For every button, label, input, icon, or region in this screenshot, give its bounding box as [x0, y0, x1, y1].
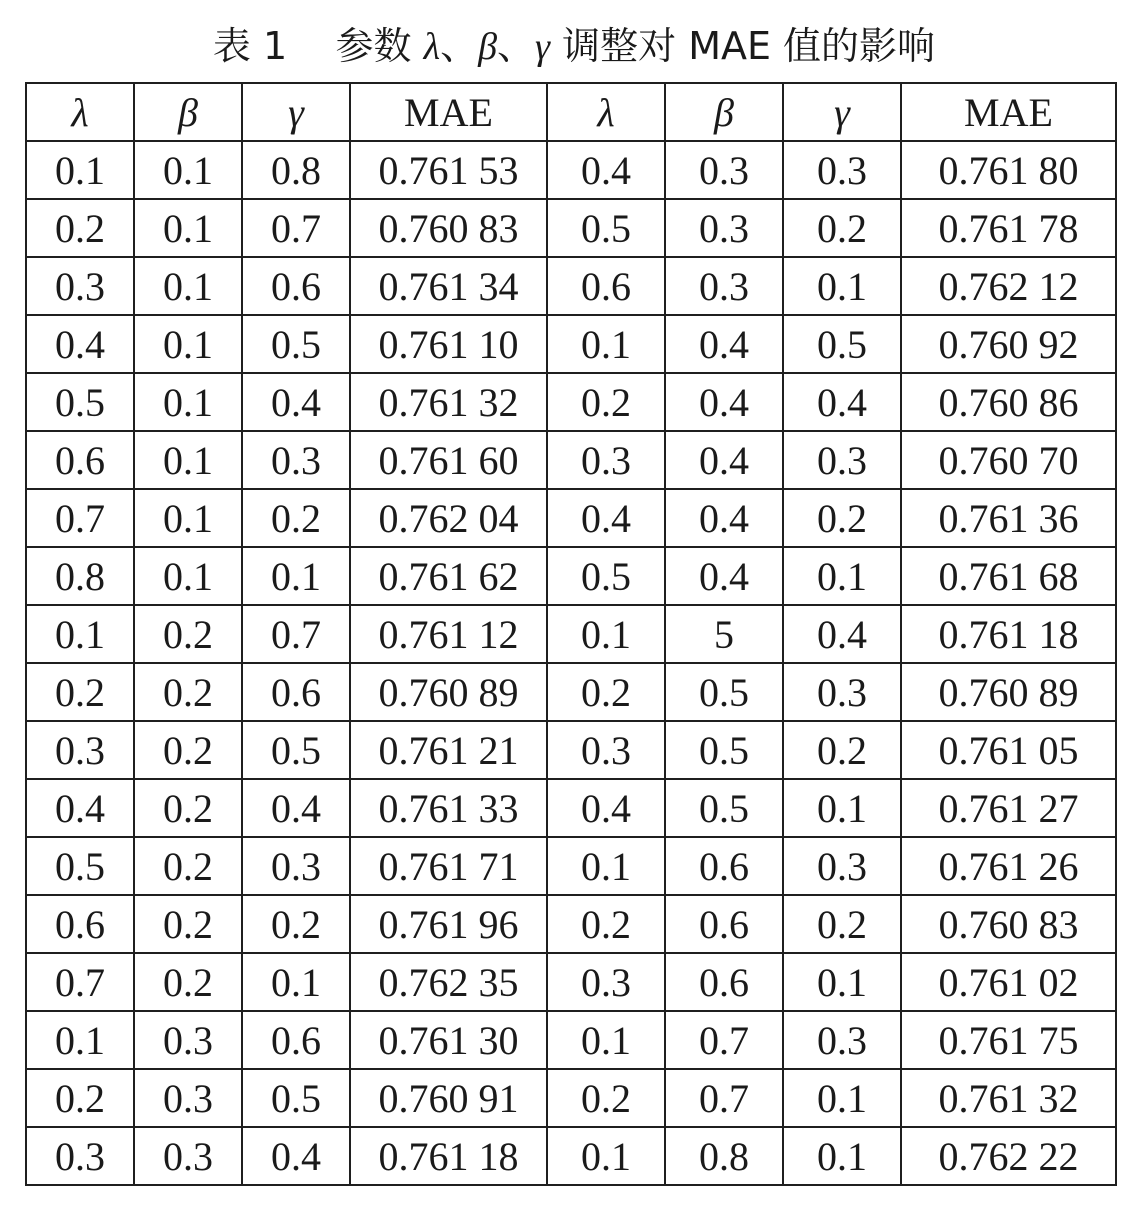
mae-cell: 0.761 33	[350, 779, 547, 837]
gamma-cell: 0.2	[783, 895, 901, 953]
beta-cell: 0.2	[134, 663, 242, 721]
mae-cell: 0.761 26	[901, 837, 1116, 895]
mae-cell: 0.761 78	[901, 199, 1116, 257]
gamma-cell: 0.1	[783, 779, 901, 837]
mae-cell: 0.761 71	[350, 837, 547, 895]
caption-lambda: λ	[423, 26, 441, 68]
mae-cell: 0.760 83	[350, 199, 547, 257]
gamma-cell: 0.2	[783, 721, 901, 779]
lambda-cell: 0.2	[547, 1069, 665, 1127]
lambda-cell: 0.1	[547, 315, 665, 373]
lambda-cell: 0.5	[26, 837, 134, 895]
header-mae: MAE	[901, 83, 1116, 141]
lambda-cell: 0.6	[26, 895, 134, 953]
header-beta: β	[134, 83, 242, 141]
beta-cell: 0.1	[134, 489, 242, 547]
beta-cell: 0.3	[665, 141, 783, 199]
gamma-cell: 0.7	[242, 199, 350, 257]
gamma-cell: 0.1	[783, 953, 901, 1011]
gamma-cell: 0.6	[242, 663, 350, 721]
lambda-cell: 0.3	[547, 431, 665, 489]
mae-cell: 0.760 83	[901, 895, 1116, 953]
beta-cell: 0.6	[665, 837, 783, 895]
lambda-cell: 0.7	[26, 953, 134, 1011]
caption-gamma: γ	[535, 26, 551, 68]
beta-cell: 0.4	[665, 547, 783, 605]
gamma-cell: 0.1	[783, 257, 901, 315]
mae-cell: 0.760 70	[901, 431, 1116, 489]
gamma-cell: 0.3	[783, 1011, 901, 1069]
lambda-cell: 0.1	[26, 141, 134, 199]
lambda-cell: 0.4	[547, 489, 665, 547]
gamma-cell: 0.1	[783, 547, 901, 605]
lambda-cell: 0.8	[26, 547, 134, 605]
gamma-cell: 0.2	[783, 199, 901, 257]
gamma-cell: 0.5	[242, 1069, 350, 1127]
table-row	[26, 837, 1116, 895]
lambda-cell: 0.5	[547, 199, 665, 257]
lambda-cell: 0.3	[547, 721, 665, 779]
beta-cell: 0.2	[134, 895, 242, 953]
mae-cell: 0.761 53	[350, 141, 547, 199]
gamma-cell: 0.2	[242, 895, 350, 953]
mae-cell: 0.761 21	[350, 721, 547, 779]
mae-cell: 0.761 62	[350, 547, 547, 605]
beta-cell: 0.3	[665, 257, 783, 315]
gamma-cell: 0.4	[242, 373, 350, 431]
gamma-cell: 0.4	[783, 373, 901, 431]
mae-cell: 0.761 18	[350, 1127, 547, 1185]
beta-cell: 0.2	[134, 837, 242, 895]
gamma-cell: 0.7	[242, 605, 350, 663]
beta-cell: 0.4	[665, 489, 783, 547]
beta-cell: 0.5	[665, 663, 783, 721]
table-row	[26, 663, 1116, 721]
gamma-cell: 0.5	[783, 315, 901, 373]
beta-cell: 0.1	[134, 373, 242, 431]
table-row	[26, 141, 1116, 199]
header-beta: β	[665, 83, 783, 141]
caption-separator: 、	[497, 24, 536, 68]
header-gamma: γ	[783, 83, 901, 141]
beta-cell: 0.2	[134, 779, 242, 837]
table-header	[26, 83, 1116, 141]
caption-beta: β	[478, 26, 498, 68]
mae-cell: 0.761 96	[350, 895, 547, 953]
gamma-cell: 0.3	[783, 431, 901, 489]
header-gamma: γ	[242, 83, 350, 141]
table-row	[26, 547, 1116, 605]
mae-cell: 0.760 91	[350, 1069, 547, 1127]
lambda-cell: 0.6	[547, 257, 665, 315]
gamma-cell: 0.6	[242, 257, 350, 315]
lambda-cell: 0.2	[26, 663, 134, 721]
table-row	[26, 779, 1116, 837]
header-row	[26, 83, 1116, 141]
lambda-cell: 0.1	[547, 1127, 665, 1185]
mae-cell: 0.761 12	[350, 605, 547, 663]
mae-cell: 0.761 32	[350, 373, 547, 431]
beta-cell: 0.2	[134, 953, 242, 1011]
mae-cell: 0.760 89	[901, 663, 1116, 721]
mae-cell: 0.761 34	[350, 257, 547, 315]
beta-cell: 0.3	[665, 199, 783, 257]
mae-cell: 0.761 05	[901, 721, 1116, 779]
mae-cell: 0.761 75	[901, 1011, 1116, 1069]
table-row	[26, 605, 1116, 663]
table-row	[26, 953, 1116, 1011]
table-row	[26, 895, 1116, 953]
header-mae: MAE	[350, 83, 547, 141]
beta-cell: 0.4	[665, 315, 783, 373]
mae-cell: 0.762 35	[350, 953, 547, 1011]
table-row	[26, 721, 1116, 779]
beta-cell: 0.2	[134, 605, 242, 663]
gamma-cell: 0.1	[242, 953, 350, 1011]
lambda-cell: 0.5	[547, 547, 665, 605]
beta-cell: 0.3	[134, 1011, 242, 1069]
beta-cell: 0.5	[665, 779, 783, 837]
beta-cell: 0.1	[134, 257, 242, 315]
mae-cell: 0.761 80	[901, 141, 1116, 199]
gamma-cell: 0.1	[242, 547, 350, 605]
gamma-cell: 0.4	[783, 605, 901, 663]
gamma-cell: 0.3	[242, 837, 350, 895]
gamma-cell: 0.6	[242, 1011, 350, 1069]
header-lambda: λ	[547, 83, 665, 141]
lambda-cell: 0.4	[26, 779, 134, 837]
beta-cell: 0.1	[134, 141, 242, 199]
beta-cell: 0.1	[134, 199, 242, 257]
gamma-cell: 0.2	[783, 489, 901, 547]
mae-cell: 0.762 22	[901, 1127, 1116, 1185]
lambda-cell: 0.3	[26, 1127, 134, 1185]
table-row	[26, 257, 1116, 315]
table-row	[26, 373, 1116, 431]
lambda-cell: 0.4	[547, 141, 665, 199]
table-row	[26, 431, 1116, 489]
table-body	[26, 141, 1116, 1185]
beta-cell: 0.1	[134, 315, 242, 373]
gamma-cell: 0.3	[783, 663, 901, 721]
beta-cell: 0.7	[665, 1069, 783, 1127]
caption-prefix: 参数	[335, 24, 424, 68]
lambda-cell: 0.3	[26, 257, 134, 315]
lambda-cell: 0.2	[547, 895, 665, 953]
mae-cell: 0.762 04	[350, 489, 547, 547]
caption-suffix: 调整对 MAE 值的影响	[550, 24, 936, 68]
mae-cell: 0.761 30	[350, 1011, 547, 1069]
table-row	[26, 1127, 1116, 1185]
beta-cell: 5	[665, 605, 783, 663]
caption-label: 表 1	[212, 24, 288, 68]
lambda-cell: 0.1	[547, 605, 665, 663]
table-row	[26, 315, 1116, 373]
gamma-cell: 0.2	[242, 489, 350, 547]
gamma-cell: 0.1	[783, 1127, 901, 1185]
mae-cell: 0.761 02	[901, 953, 1116, 1011]
beta-cell: 0.8	[665, 1127, 783, 1185]
table-row	[26, 1011, 1116, 1069]
table-row	[26, 489, 1116, 547]
beta-cell: 0.6	[665, 895, 783, 953]
beta-cell: 0.3	[134, 1069, 242, 1127]
gamma-cell: 0.3	[242, 431, 350, 489]
lambda-cell: 0.2	[547, 663, 665, 721]
lambda-cell: 0.3	[26, 721, 134, 779]
beta-cell: 0.3	[134, 1127, 242, 1185]
gamma-cell: 0.8	[242, 141, 350, 199]
gamma-cell: 0.4	[242, 1127, 350, 1185]
gamma-cell: 0.5	[242, 721, 350, 779]
table-row	[26, 1069, 1116, 1127]
mae-cell: 0.760 86	[901, 373, 1116, 431]
mae-cell: 0.761 32	[901, 1069, 1116, 1127]
beta-cell: 0.7	[665, 1011, 783, 1069]
lambda-cell: 0.1	[547, 1011, 665, 1069]
lambda-cell: 0.4	[547, 779, 665, 837]
lambda-cell: 0.2	[26, 1069, 134, 1127]
mae-cell: 0.762 12	[901, 257, 1116, 315]
gamma-cell: 0.4	[242, 779, 350, 837]
gamma-cell: 0.5	[242, 315, 350, 373]
table-row	[26, 199, 1116, 257]
mae-cell: 0.760 89	[350, 663, 547, 721]
lambda-cell: 0.1	[26, 605, 134, 663]
lambda-cell: 0.1	[547, 837, 665, 895]
lambda-cell: 0.1	[26, 1011, 134, 1069]
lambda-cell: 0.2	[547, 373, 665, 431]
mae-cell: 0.761 60	[350, 431, 547, 489]
gamma-cell: 0.1	[783, 1069, 901, 1127]
lambda-cell: 0.5	[26, 373, 134, 431]
parameter-table	[25, 82, 1117, 1186]
beta-cell: 0.4	[665, 373, 783, 431]
lambda-cell: 0.2	[26, 199, 134, 257]
gamma-cell: 0.3	[783, 837, 901, 895]
lambda-cell: 0.6	[26, 431, 134, 489]
mae-cell: 0.761 27	[901, 779, 1116, 837]
beta-cell: 0.1	[134, 431, 242, 489]
caption-separator: 、	[440, 24, 479, 68]
mae-cell: 0.761 10	[350, 315, 547, 373]
beta-cell: 0.5	[665, 721, 783, 779]
lambda-cell: 0.3	[547, 953, 665, 1011]
lambda-cell: 0.4	[26, 315, 134, 373]
beta-cell: 0.6	[665, 953, 783, 1011]
table-caption	[0, 18, 1148, 75]
beta-cell: 0.2	[134, 721, 242, 779]
beta-cell: 0.1	[134, 547, 242, 605]
mae-cell: 0.760 92	[901, 315, 1116, 373]
mae-cell: 0.761 68	[901, 547, 1116, 605]
mae-cell: 0.761 18	[901, 605, 1116, 663]
mae-cell: 0.761 36	[901, 489, 1116, 547]
header-lambda: λ	[26, 83, 134, 141]
lambda-cell: 0.7	[26, 489, 134, 547]
beta-cell: 0.4	[665, 431, 783, 489]
gamma-cell: 0.3	[783, 141, 901, 199]
